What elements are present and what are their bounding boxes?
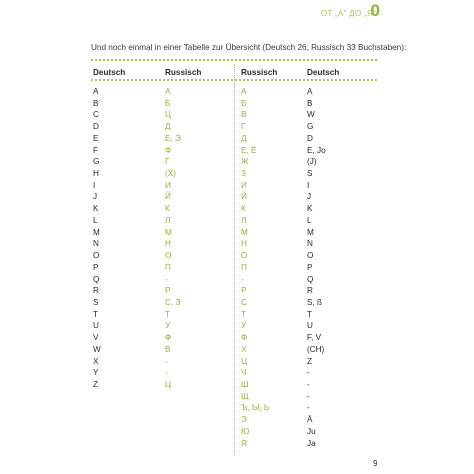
- table-cell: M: [93, 227, 100, 237]
- table-cell: С, З: [165, 297, 181, 307]
- column-header-russisch-left: Russisch: [165, 68, 202, 77]
- table-cell: Д: [165, 122, 171, 132]
- table-cell: Ф: [165, 333, 172, 343]
- table-cell: F, V: [307, 333, 322, 343]
- table-cell: С: [241, 297, 247, 307]
- table-cell: K: [307, 204, 313, 214]
- table-cell: Z: [307, 356, 313, 366]
- table-cell: -: [165, 274, 168, 284]
- table-cell: -: [241, 274, 244, 284]
- table-cell: Т: [241, 309, 247, 319]
- column-russisch-right: [241, 86, 269, 449]
- table-cell: J: [93, 192, 98, 202]
- table-cell: Ъ, Ы, Ь: [241, 403, 270, 413]
- table-cell: И: [165, 180, 171, 190]
- table-cell: O: [93, 251, 100, 261]
- table-cell: Л: [241, 215, 247, 225]
- table-cell: S, ß: [307, 297, 323, 307]
- chapter-title: ОТ „А“ ДО „Я“: [320, 9, 376, 18]
- table-cell: F: [93, 145, 99, 155]
- table-cell: D: [93, 122, 99, 132]
- table-cell: C: [93, 110, 99, 120]
- table-cell: X: [93, 356, 99, 366]
- table-cell: Г: [241, 122, 246, 132]
- table-cell: L: [93, 215, 98, 225]
- table-cell: О: [241, 251, 248, 261]
- table-cell: А: [165, 87, 171, 96]
- table-cell: К: [165, 204, 170, 214]
- table-cell: Д: [241, 133, 247, 143]
- table-cell: В: [241, 110, 247, 120]
- intro-text: Und noch einmal in einer Tabelle zur Übersicht (Deutsch 26, Russisch 33 Buchstaben):: [91, 43, 407, 52]
- table-cell: W: [93, 344, 101, 354]
- table-cell: -: [307, 391, 310, 401]
- table-cell: Z: [93, 379, 99, 389]
- table-cell: N: [93, 239, 99, 249]
- table-cell: Ф: [165, 145, 172, 155]
- table-cell: U: [93, 321, 99, 331]
- table-cell: B: [307, 98, 313, 108]
- table-cell: -: [307, 403, 310, 413]
- table-cell: A: [93, 87, 99, 96]
- table-cell: Х: [241, 344, 247, 354]
- table-cell: T: [307, 309, 313, 319]
- table-cell: -: [307, 368, 310, 378]
- table-cell: P: [307, 262, 313, 272]
- table-cell: M: [307, 227, 314, 237]
- table-cell: Y: [93, 368, 99, 378]
- table-cell: Н: [165, 239, 171, 249]
- table-cell: D: [307, 133, 313, 143]
- column-header-russisch-right: Russisch: [241, 68, 278, 77]
- table-cell: G: [93, 157, 100, 167]
- table-cell: S: [307, 169, 313, 179]
- table-cell: Ч: [241, 368, 247, 378]
- table-cell: У: [241, 321, 247, 331]
- table-cell: Ju: [307, 426, 316, 436]
- table-cell: Ю: [241, 426, 250, 436]
- table-cell: М: [165, 227, 172, 237]
- table-cell: Ш: [241, 379, 249, 389]
- table-cell: -: [165, 368, 168, 378]
- table-cell: Н: [241, 239, 247, 249]
- table-cell: H: [93, 169, 99, 179]
- table-cell: Я: [241, 438, 247, 448]
- table-cell: Й: [241, 192, 247, 202]
- table-cell: Q: [307, 274, 314, 284]
- table-cell: -: [307, 379, 310, 389]
- table-cell: У: [165, 321, 171, 331]
- table-cell: Ф: [241, 333, 248, 343]
- column-russisch-left: [165, 86, 181, 391]
- table-cell: B: [93, 98, 99, 108]
- table-cell: А: [241, 87, 247, 96]
- table-cell: Т: [165, 309, 171, 319]
- column-deutsch-left: [93, 86, 101, 391]
- table-cell: S: [93, 297, 99, 307]
- table-cell: (CH): [307, 344, 325, 354]
- table-cell: Ж: [241, 157, 249, 167]
- table-cell: (Х): [165, 169, 176, 179]
- column-deutsch-right: [307, 86, 326, 449]
- column-header-deutsch-right: Deutsch: [307, 68, 340, 77]
- table-cell: (J): [307, 157, 317, 167]
- column-header-deutsch-left: Deutsch: [93, 68, 126, 77]
- dotted-column-separator: [234, 64, 235, 456]
- table-cell: Б: [241, 98, 247, 108]
- table-cell: М: [241, 227, 248, 237]
- table-cell: Г: [165, 157, 170, 167]
- table-cell: Э: [241, 415, 247, 425]
- table-cell: Ц: [165, 110, 172, 120]
- page-number: 9: [373, 459, 378, 468]
- table-cell: V: [93, 333, 99, 343]
- table-cell: P: [93, 262, 99, 272]
- dotted-divider-top: [91, 59, 377, 61]
- table-cell: Й: [165, 192, 171, 202]
- table-cell: К: [241, 204, 246, 214]
- table-cell: T: [93, 309, 99, 319]
- table-cell: Е, Ё: [241, 145, 257, 155]
- table-cell: O: [307, 251, 314, 261]
- table-cell: A: [307, 87, 313, 96]
- table-cell: З: [241, 169, 246, 179]
- table-cell: J: [307, 192, 312, 202]
- table-cell: Л: [165, 215, 171, 225]
- table-cell: R: [93, 286, 99, 296]
- table-cell: -: [165, 356, 168, 366]
- table-cell: Р: [165, 286, 171, 296]
- table-cell: Q: [93, 274, 100, 284]
- table-cell: Б: [165, 98, 171, 108]
- table-cell: Ja: [307, 438, 316, 448]
- table-cell: I: [93, 180, 96, 190]
- table-cell: И: [241, 180, 247, 190]
- table-cell: W: [307, 110, 315, 120]
- table-cell: Щ: [241, 391, 249, 401]
- table-cell: О: [165, 251, 172, 261]
- table-cell: E, Jo: [307, 145, 326, 155]
- table-cell: R: [307, 286, 313, 296]
- table-cell: Ä: [307, 415, 313, 425]
- chapter-number: 0: [370, 1, 380, 20]
- table-cell: Ц: [241, 356, 248, 366]
- table-cell: Е, Э: [165, 133, 181, 143]
- table-cell: П: [165, 262, 171, 272]
- table-cell: I: [307, 180, 310, 190]
- table-cell: N: [307, 239, 313, 249]
- table-cell: L: [307, 215, 312, 225]
- table-cell: K: [93, 204, 99, 214]
- table-cell: G: [307, 122, 314, 132]
- table-cell: В: [165, 344, 171, 354]
- table-cell: U: [307, 321, 313, 331]
- table-cell: П: [241, 262, 247, 272]
- table-cell: Р: [241, 286, 247, 296]
- table-cell: Ц: [165, 379, 172, 389]
- table-cell: E: [93, 133, 99, 143]
